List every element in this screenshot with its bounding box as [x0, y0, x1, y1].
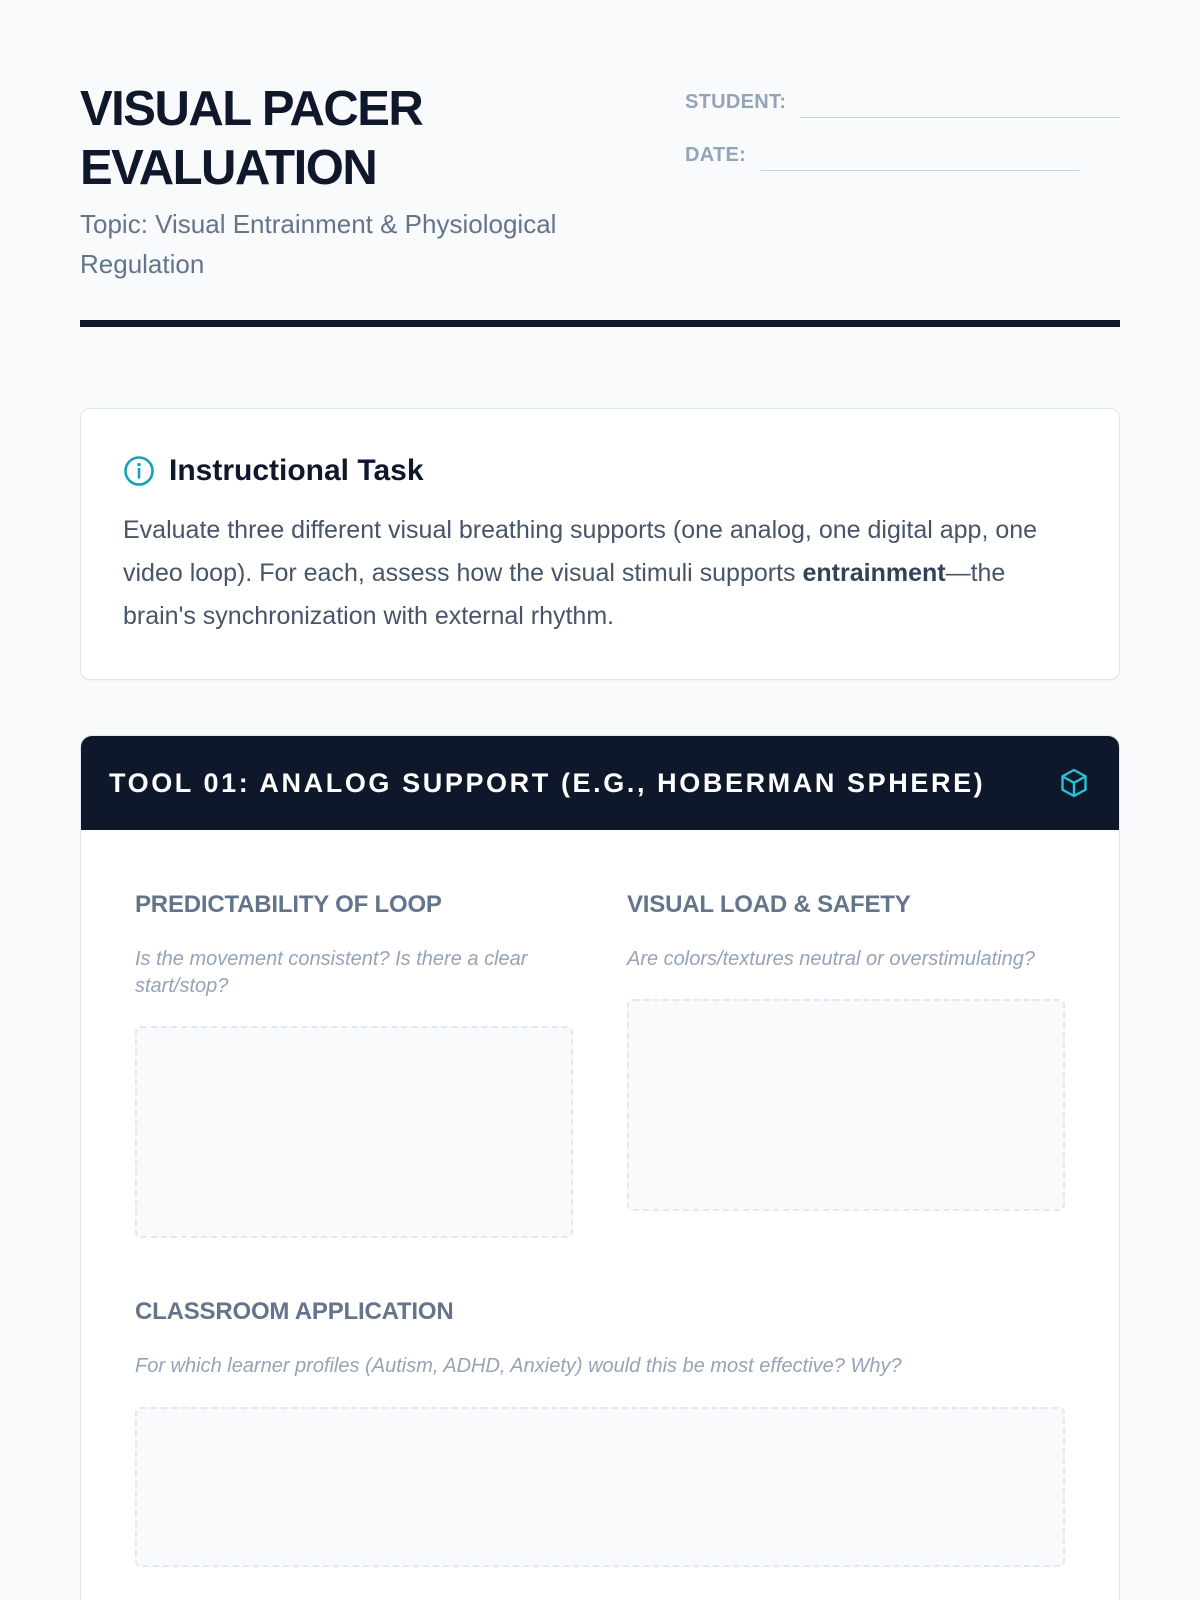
- title-block: [80, 80, 640, 284]
- criterion-visual-load: [627, 890, 1067, 1211]
- classroom-application-answer-box[interactable]: [135, 1407, 1065, 1567]
- cube-icon: [1057, 766, 1091, 800]
- criterion-predictability: [135, 890, 575, 1238]
- date-field-row: [685, 139, 1120, 173]
- page-title-line-1: VISUAL PACER: [80, 82, 423, 136]
- topic-subtitle: Topic: Visual Entrainment & Physiological Regulation: [80, 209, 557, 279]
- page-title-line-2: EVALUATION: [80, 141, 377, 195]
- predictability-answer-box[interactable]: [135, 1026, 573, 1238]
- criterion-label: CLASSROOM APPLICATION: [135, 1298, 454, 1325]
- instruction-text: [123, 509, 1073, 638]
- criterion-hint: For which learner profiles (Autism, ADHD, Anxiety) would this be most effective? Why?: [135, 1355, 902, 1377]
- student-name-field[interactable]: [800, 117, 1120, 118]
- criterion-label: VISUAL LOAD & SAFETY: [627, 891, 911, 918]
- instruction-text-start: Evaluate three different visual breathing supports (one analog, one digital app, one video loop). For each, assess how the visual stimuli supports: [123, 516, 1038, 587]
- tool-body: [81, 830, 1119, 1600]
- tool-card: [80, 735, 1120, 1600]
- tool-title: TOOL 01: ANALOG SUPPORT (E.G., HOBERMAN SPHERE): [109, 767, 986, 798]
- instruction-heading: [123, 453, 1077, 489]
- page-title: [80, 80, 640, 198]
- worksheet-header: [80, 0, 1120, 328]
- student-label: STUDENT:: [685, 91, 787, 113]
- criterion-label: PREDICTABILITY OF LOOP: [135, 891, 442, 918]
- criterion-classroom-application: [135, 1297, 1065, 1567]
- header-divider: [80, 320, 1120, 327]
- student-info-fields: [685, 86, 1120, 192]
- criterion-hint: Is the movement consistent? Is there a clear start/stop?: [135, 948, 528, 997]
- criterion-hint: Are colors/textures neutral or overstimulating?: [627, 948, 1035, 970]
- student-field-row: [685, 86, 1120, 120]
- date-field[interactable]: [760, 170, 1080, 171]
- info-icon: [123, 455, 155, 487]
- date-label: DATE:: [685, 144, 747, 166]
- instruction-keyword: entrainment: [802, 559, 946, 587]
- instruction-text-end: —the brain's synchronization with external rhythm.: [123, 559, 1006, 630]
- tool-header: [81, 736, 1119, 830]
- visual-load-answer-box[interactable]: [627, 999, 1065, 1211]
- instruction-title: Instructional Task: [169, 454, 424, 487]
- instruction-card: [80, 408, 1120, 680]
